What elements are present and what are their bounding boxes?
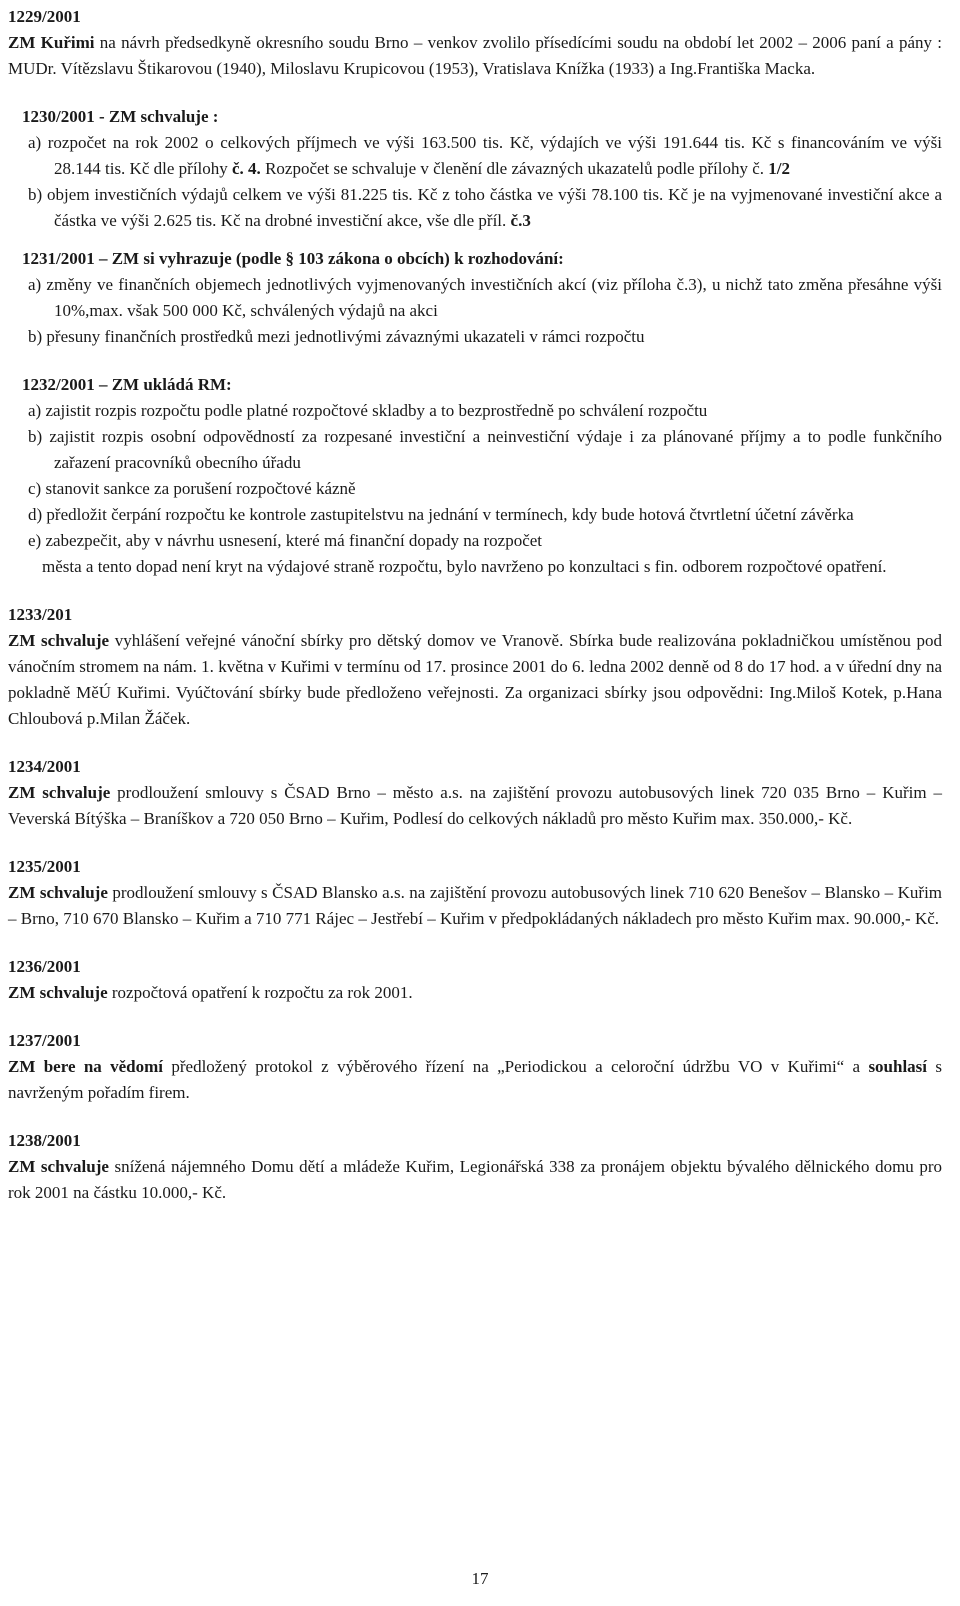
resolution-text [8,628,942,732]
resolution-item-b: b) přesuny finančních prostředků mezi jednotlivými závaznými ukazateli v rámci rozpočtu [28,327,645,346]
resolution-heading: 1231/2001 – ZM si vyhrazuje (podle § 103 zákona o obcích) k rozhodování: [22,249,564,268]
resolution-item-a [8,130,942,182]
resolution-item-e-continuation: města a tento dopad není kryt na výdajové straně rozpočtu, bylo navrženo po konzultaci s fin. odborem rozpočtové opatření. [42,557,887,576]
resolution-lead: ZM schvaluje [8,783,111,802]
resolution-number: 1234/2001 [8,757,81,776]
resolution-body: s navrženým pořadím firem. [8,1057,942,1102]
page-number: 17 [471,1569,489,1588]
resolution-1232 [8,372,942,580]
resolution-text [8,980,942,1006]
item-text: Rozpočet se schvaluje v členění dle závazných ukazatelů podle přílohy č. [260,159,769,178]
resolution-1238 [8,1128,942,1206]
item-bold: 1/2 [768,159,790,178]
resolution-body: prodloužení smlouvy s ČSAD Brno – město a.s. na zajištění provozu autobusových linek 720 035 Brno – Kuřim – Veverská Bítýška – Braníškov a 720 050 Brno – Kuřim, Podlesí do celkových nákladů pro město Kuřim max. 350.000,- Kč. [8,783,942,828]
resolution-1237 [8,1028,942,1106]
resolution-number: 1237/2001 [8,1031,81,1050]
resolution-body: prodloužení smlouvy s ČSAD Blansko a.s. na zajištění provozu autobusových linek 710 620 Benešov – Blansko – Kuřim – Brno, 710 670 Blansko – Kuřim a 710 771 Rájec – Jestřebí – Kuřim v předpokládaných nákladech pro město Kuřim max. 90.000,- Kč. [8,883,943,928]
resolution-1236 [8,954,942,1006]
resolution-lead: ZM schvaluje [8,1157,109,1176]
resolution-text [8,880,942,932]
resolution-number: 1238/2001 [8,1131,81,1150]
resolution-lead: ZM bere na vědomí [8,1057,164,1076]
resolution-body: vyhlášení veřejné vánoční sbírky pro dětský domov ve Vranově. Sbírka bude realizována pokladničkou umístěnou pod vánočním stromem na nám. 1. května v Kuřimi v termínu od 17. prosince 2001 do 6. ledna 2002 denně od 8 do 17 hod. a v úřední dny na pokladně MěÚ Kuřimi. Vyúčtování sbírky bude předloženo veřejnosti. Za organizaci sbírky jsou odpovědni: Ing.Miloš Kotek, p.Hana Chloubová p.Milan Žáček. [8,631,942,728]
resolution-lead: ZM schvaluje [8,631,110,650]
resolution-text [8,30,942,82]
resolution-number: 1235/2001 [8,857,81,876]
resolution-lead: ZM schvaluje [8,883,108,902]
resolution-item-a: a) zajistit rozpis rozpočtu podle platné rozpočtové skladby a to bezprostředně po schválení rozpočtu [28,401,708,420]
resolution-body: na návrh předsedkyně okresního soudu Brno – venkov zvolilo přísedícími soudu na období let 2002 – 2006 paní a pány : MUDr. Vítězslavu Štikarovou (1940), Miloslavu Krupicovou (1953), Vratislava Knížka (1933) a Ing.Františka Macka. [8,33,942,78]
resolution-1229 [8,4,942,82]
resolution-number: 1233/201 [8,605,73,624]
resolution-item-b [8,182,942,234]
resolution-heading: 1232/2001 – ZM ukládá RM: [22,375,232,394]
resolution-text [8,1054,942,1106]
item-bold: č.3 [510,211,531,230]
resolution-text [8,1154,942,1206]
resolution-body: rozpočtová opatření k rozpočtu za rok 2001. [107,983,413,1002]
resolution-number: 1236/2001 [8,957,81,976]
resolution-number: 1229/2001 [8,7,81,26]
document-content [8,4,942,1206]
item-text: b) objem investičních výdajů celkem ve výši 81.225 tis. Kč z toho částka ve výši 78.100 tis. Kč je na vyjmenované investiční akce a částka ve výši 2.625 tis. Kč na drobné investiční akce, vše dle příl. [28,185,942,230]
resolution-heading: 1230/2001 - ZM schvaluje : [22,107,219,126]
resolution-lead: ZM Kuřimi [8,33,95,52]
resolution-item-d: d) předložit čerpání rozpočtu ke kontrole zastupitelstvu na jednání v termínech, kdy bude hotová čtvrtletní účetní závěrka [28,505,854,524]
resolution-1233 [8,602,942,732]
item-text: a) rozpočet na rok 2002 o celkových příjmech ve výši 163.500 tis. Kč, výdajích ve výši 191.644 tis. Kč s financováním ve výši 28.144 tis. Kč dle přílohy [28,133,942,178]
resolution-lead: ZM schvaluje [8,983,108,1002]
resolution-text [8,780,942,832]
resolution-item-a: a) změny ve finančních objemech jednotlivých vyjmenovaných investičních akcí (viz příloha č.3), u nichž tato změna přesáhne výši 10%,max. však 500 000 Kč, schválených výdajů na akci [28,275,942,320]
resolution-1235 [8,854,942,932]
resolution-item-e: e) zabezpečit, aby v návrhu usnesení, které má finanční dopady na rozpočet [28,531,543,550]
resolution-body: snížená nájemného Domu dětí a mládeže Kuřim, Legionářská 338 za pronájem objektu bývalého dělnického domu pro rok 2001 na částku 10.000,- Kč. [8,1157,942,1202]
resolution-1234 [8,754,942,832]
resolution-bold: souhlasí [868,1057,928,1076]
resolution-item-c: c) stanovit sankce za porušení rozpočtové kázně [28,479,356,498]
resolution-item-b: b) zajistit rozpis osobní odpovědností za rozpesané investiční a neinvestiční výdaje i za plánované příjmy a to podle funkčního zařazení pracovníků obecního úřadu [28,427,942,472]
resolution-1231 [8,246,942,350]
resolution-body: předložený protokol z výběrového řízení na „Periodickou a celoroční údržbu VO v Kuřimi“ a [163,1057,869,1076]
item-bold: č. 4. [232,159,261,178]
resolution-1230 [8,104,942,234]
